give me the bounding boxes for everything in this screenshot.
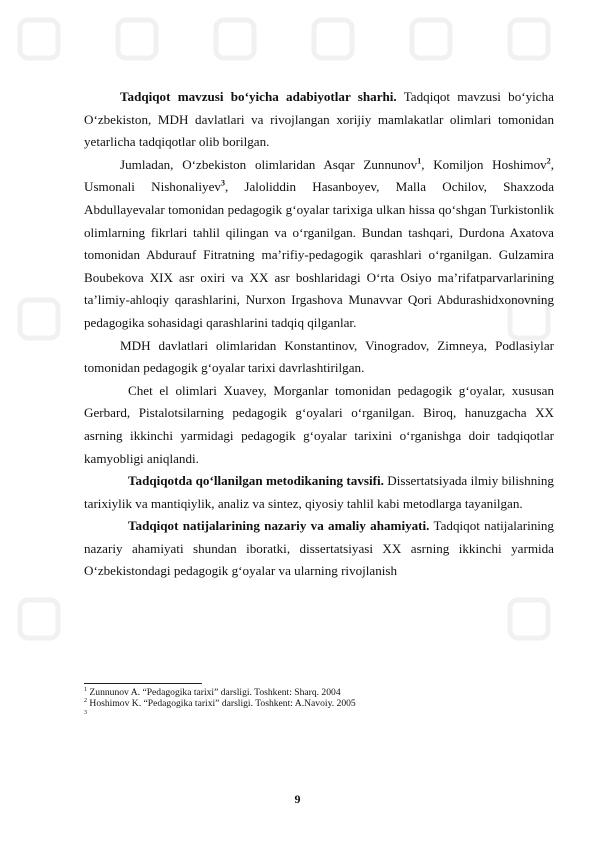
text-run: , Usmonali Nishonaliyev bbox=[84, 156, 554, 195]
footnote-1 bbox=[84, 687, 554, 698]
footnote-ref-3[interactable]: 3 bbox=[220, 179, 225, 189]
significance-paragraph bbox=[84, 515, 554, 583]
footnote-mark: 3 bbox=[84, 709, 87, 716]
text-run: Jumladan, O‘zbekiston olimlaridan Asqar Zunnunov bbox=[120, 156, 418, 172]
cis-scholars-paragraph: MDH davlatlari olimlaridan Konstantinov, Vinogradov, Zimneya, Podlasiylar tomonidan pedagogik g‘oyalar tarixi davrlashtirilgan. bbox=[84, 337, 554, 376]
footnote-mark: 2 bbox=[84, 698, 87, 705]
foreign-scholars-paragraph: Chet el olimlari Xuavey, Morganlar tomonidan pedagogik g‘oyalar, xususan Gerbard, Pistalotsilarning pedagogik g‘oyalari o‘rganilgan. Biroq, hanuzgacha XX asrning ikkinchi yarmidagi pedagogik g‘oyalar tarixini o‘rganishga doir tadqiqotlar kamyobligi aniqlandi. bbox=[84, 382, 554, 466]
main-text bbox=[84, 86, 554, 583]
footnote-ref-1[interactable]: 1 bbox=[417, 156, 422, 166]
footnote-separator bbox=[84, 683, 202, 684]
literature-review-text: Tadqiqot mavzusi bo‘yicha O‘zbekiston, MDH davlatlari va rivojlangan xorijiy mamlakatlar olimlari tomonidan yetarlicha tadqiqotlar olib borilgan. bbox=[84, 89, 554, 150]
footnotes bbox=[84, 687, 554, 721]
footnote-2 bbox=[84, 698, 554, 709]
uzbek-scholars-paragraph bbox=[84, 154, 554, 335]
section-heading-significance: Tadqiqot natijalarining nazariy va amaliy ahamiyati. bbox=[128, 518, 430, 534]
footnote-text: Zunnunov A. “Pedagogika tarixi” darsligi. Toshkent: Sharq. 2004 bbox=[89, 687, 341, 698]
methods-text: Dissertatsiyada ilmiy bilishning tarixiylik va mantiqiylik, analiz va sintez, qiyosiy tahlil kabi metodlarga tayanilgan. bbox=[84, 473, 554, 511]
literature-review-paragraph bbox=[84, 86, 554, 154]
footnote-ref-2[interactable]: 2 bbox=[546, 156, 551, 166]
methods-paragraph bbox=[84, 470, 554, 515]
section-heading-literature-review: Tadqiqot mavzusi bo‘yicha adabiyotlar sharhi. bbox=[120, 89, 397, 104]
footnote-3 bbox=[84, 710, 554, 721]
text-run: , Jaloliddin Hasanboyev, Malla Ochilov, Shaxzoda Abdullayevalar tomonidan pedagogik g‘oyalar tarixiga ulkan hissa qo‘shgan Turkistonlik olimlarning fikrlari tahlil qilingan va o‘rganilgan. Bundan tashqari, Durdona Axatova tomonidan Abdurauf Fitratning ma’rifiy-pedagogik qarashlari o‘rganilgan. Gulzamira Boubekova XIX asr oxiri va XX asr boshlaridagi O‘rta Osiyo ma’rifatparvarlarining ta’limiy-ahloqiy qarashlarini, Nurxon Irgashova Munavvar Qori Abdurashidxonovning pedagogika sohasidagi qarashlarini tadqiq qilganlar. bbox=[84, 179, 555, 330]
text-run: , Komiljon Hoshimov bbox=[421, 156, 547, 172]
significance-text: Tadqiqot natijalarining nazariy ahamiyati shundan iboratki, dissertatsiyasi XX asrning ikkinchi yarmida O‘zbekistondagi pedagogik g‘oyalar va ularning rivojlanish bbox=[84, 518, 554, 579]
footnote-text: Hoshimov K. “Pedagogika tarixi” darsligi. Toshkent: A.Navoiy. 2005 bbox=[89, 698, 356, 710]
footnote-mark: 1 bbox=[84, 686, 87, 693]
section-heading-methods: Tadqiqotda qo‘llanilgan metodikaning tavsifi. bbox=[128, 473, 384, 489]
page-number: 9 bbox=[294, 792, 301, 806]
